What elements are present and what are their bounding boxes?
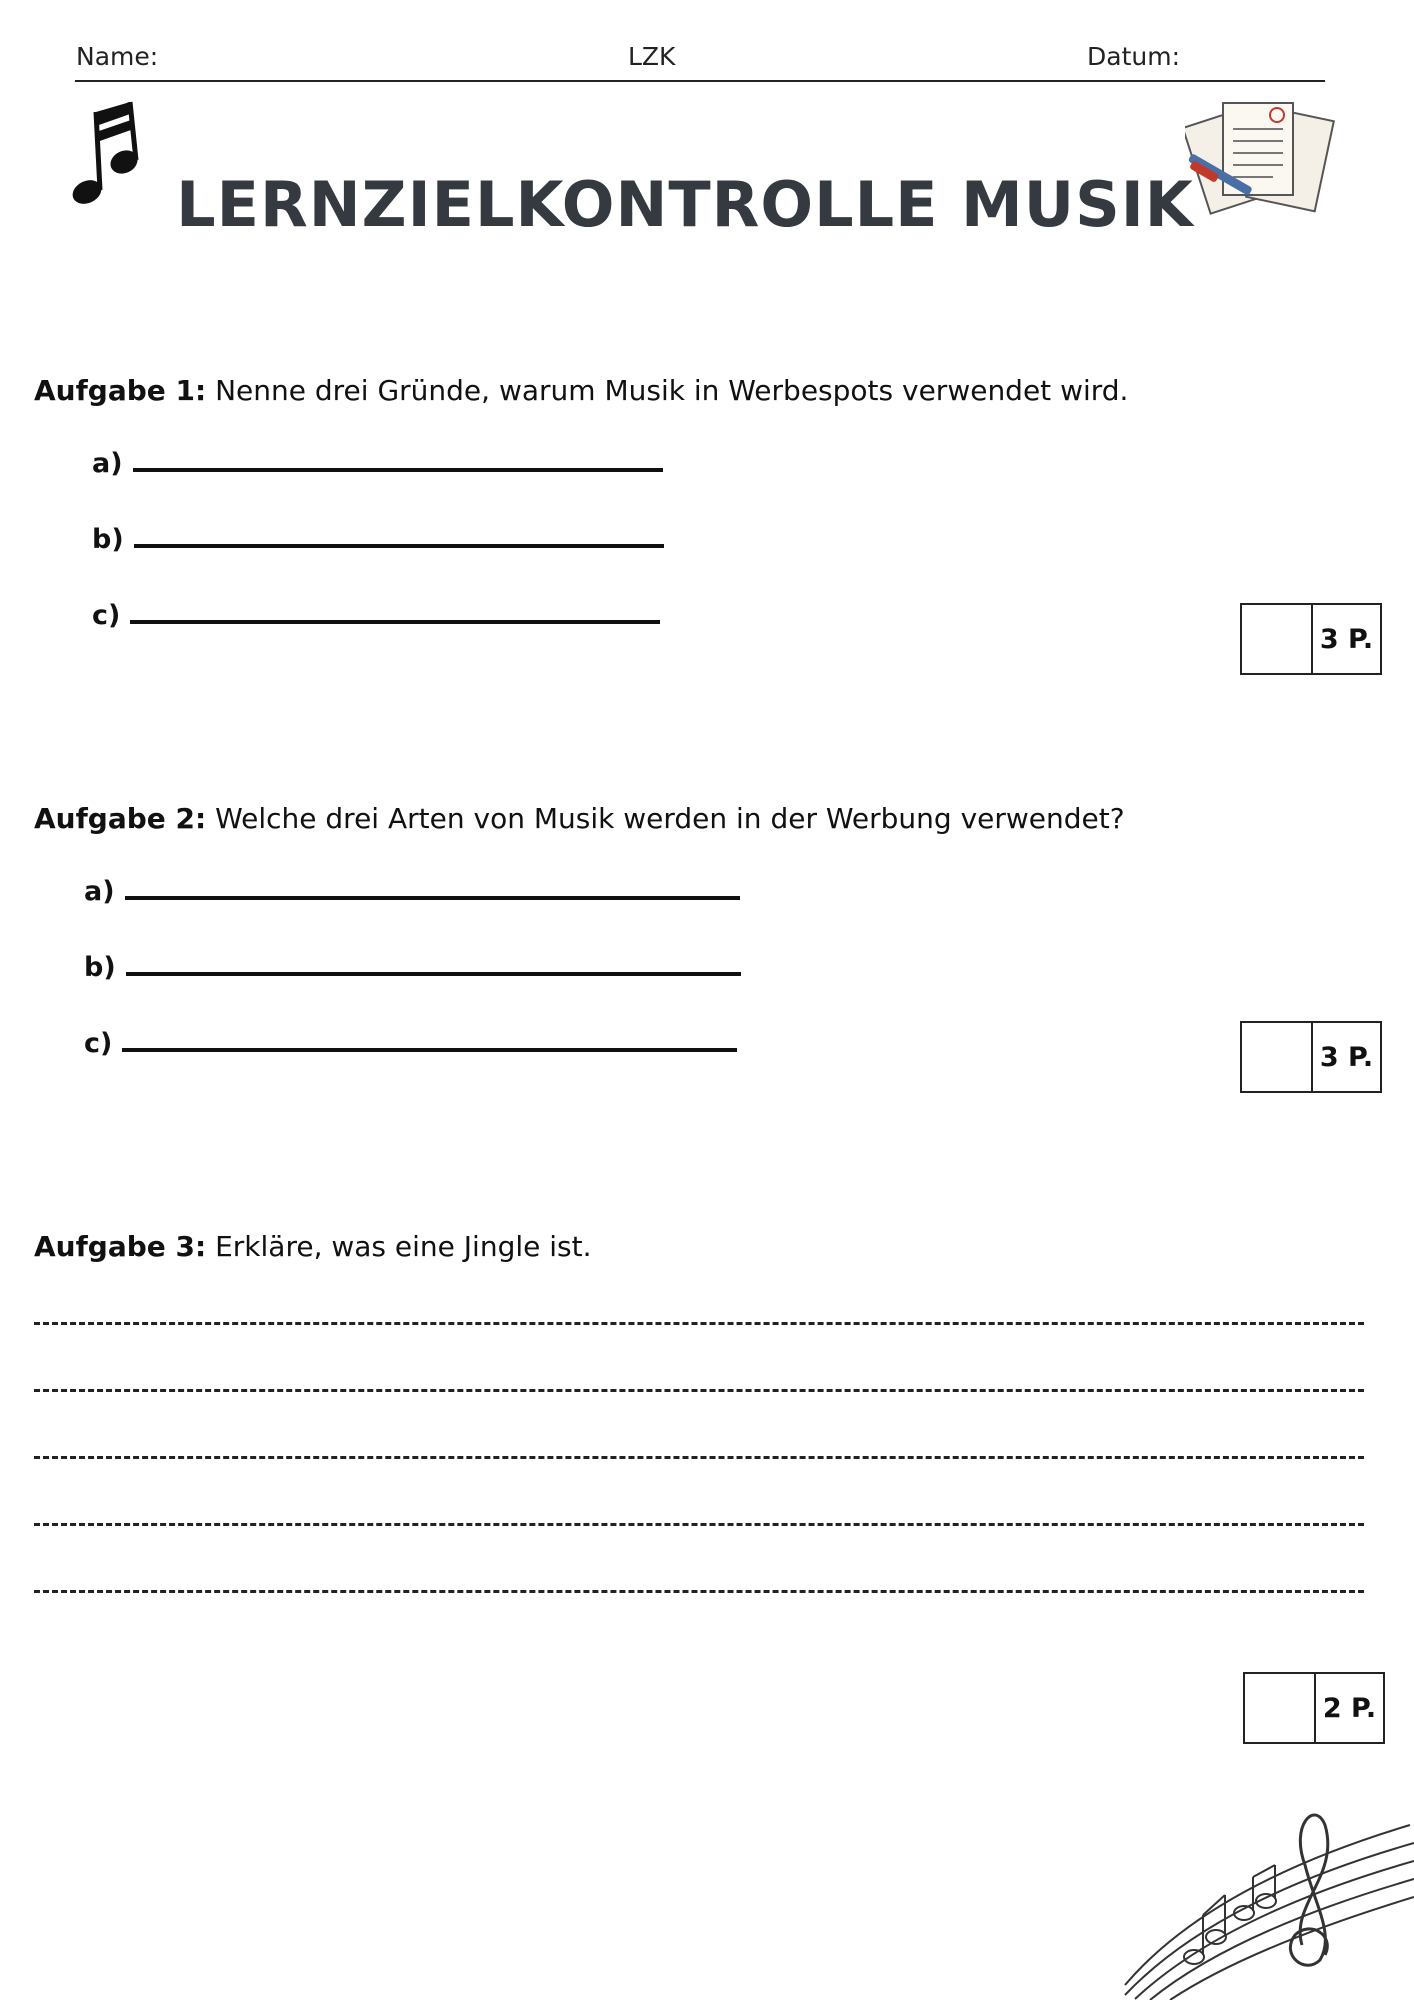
header-divider [75, 80, 1325, 82]
points-entry-field[interactable] [1242, 1023, 1313, 1091]
answer-letter: a) [84, 876, 115, 907]
writing-line[interactable] [34, 1456, 1364, 1459]
task-1-answer-b [92, 524, 664, 555]
task-2-answer-c [84, 1028, 737, 1059]
task-2-points-box [1240, 1021, 1382, 1093]
lzk-label: LZK [628, 42, 676, 71]
task-2-answer-b [84, 952, 741, 983]
points-value: 2 P. [1322, 1692, 1377, 1724]
answer-line[interactable] [134, 524, 664, 548]
points-value: 3 P. [1319, 1041, 1374, 1073]
task-1-label: Aufgabe 1: [34, 374, 207, 407]
answer-line[interactable] [126, 952, 741, 976]
answer-letter: c) [84, 1028, 113, 1059]
task-2-text: Welche drei Arten von Musik werden in der Werbung verwendet? [206, 802, 1125, 835]
task-3-label: Aufgabe 3: [34, 1230, 207, 1263]
name-label: Name: [76, 42, 159, 71]
answer-line[interactable] [130, 600, 660, 624]
points-entry-field[interactable] [1245, 1674, 1316, 1742]
task-2-answer-a [84, 876, 740, 907]
task-2-prompt [34, 802, 1125, 835]
answer-letter: b) [92, 524, 124, 555]
task-1-prompt [34, 374, 1128, 407]
points-value: 3 P. [1319, 623, 1374, 655]
date-label: Datum: [1087, 42, 1180, 71]
writing-line[interactable] [34, 1590, 1364, 1593]
test-papers-icon [1185, 95, 1345, 229]
task-1-text: Nenne drei Gründe, warum Musik in Werbespots verwendet wird. [206, 374, 1129, 407]
answer-line[interactable] [122, 1028, 737, 1052]
task-2-label: Aufgabe 2: [34, 802, 207, 835]
task-3-text: Erkläre, was eine Jingle ist. [206, 1230, 592, 1263]
page-title: LERNZIELKONTROLLE MUSIK [176, 168, 1194, 241]
task-3-points-box [1243, 1672, 1385, 1744]
task-1-points-box [1240, 603, 1382, 675]
task-1-answer-a [92, 448, 663, 479]
writing-line[interactable] [34, 1322, 1364, 1325]
task-1-answer-c [92, 600, 660, 631]
writing-line[interactable] [34, 1523, 1364, 1526]
music-staff-icon [1120, 1795, 1414, 2004]
answer-line[interactable] [133, 448, 663, 472]
answer-letter: c) [92, 600, 121, 631]
writing-line[interactable] [34, 1389, 1364, 1392]
task-3-prompt [34, 1230, 592, 1263]
answer-letter: b) [84, 952, 116, 983]
answer-line[interactable] [125, 876, 740, 900]
answer-letter: a) [92, 448, 123, 479]
points-entry-field[interactable] [1242, 605, 1313, 673]
